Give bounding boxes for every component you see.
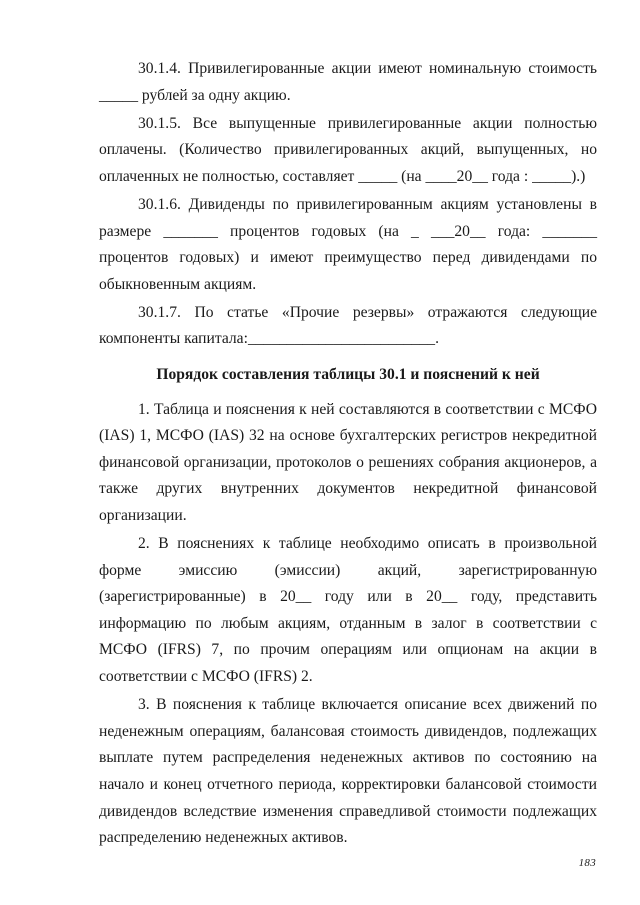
page-number: 183 — [578, 857, 596, 869]
section-heading: Порядок составления таблицы 30.1 и пояснений к ней — [156, 366, 540, 384]
note-1: 1. Таблица и пояснения к ней составляются в соответствии с МСФО (IAS) 1, МСФО (IAS) 32 на основе бухгалтерских регистров некредитной финансовой организации, протоколов о решениях собрания акционеров, а также других внутренних документов некредитной финансовой организации. — [99, 400, 597, 524]
note-3: 3. В пояснения к таблице включается описание всех движений по неденежным операциям, балансовая стоимость дивидендов, подлежащих выплате путем распределения неденежных активов по состоянию на начало и конец отчетного периода, корректировки балансовой стоимости дивидендов вследствие изменения справедливой стоимости подлежащих распределению неденежных активов. — [99, 696, 597, 847]
paragraph-30-1-4: 30.1.4. Привилегированные акции имеют номинальную стоимость _____ рублей за одну акцию. — [99, 60, 597, 104]
paragraph-30-1-7: 30.1.7. По статье «Прочие резервы» отражаются следующие компоненты капитала:________________________. — [99, 303, 597, 348]
paragraph-30-1-6: 30.1.6. Дивиденды по привилегированным акциям установлены в размере _______ процентов годовых (на _ ___20__ года: _______ процентов годовых) и имеют преимущество перед дивидендами по обыкновенным акциям. — [99, 195, 597, 293]
page-content — [99, 56, 597, 853]
note-2: 2. В пояснениях к таблице необходимо описать в произвольной форме эмиссию (эмиссии) акций, зарегистрированную (зарегистрированные) в 20__ году или в 20__ году, представить информацию по любым акциям, отданным в залог в соответствии с МСФО (IFRS) 7, по прочим операциям или опционам на акции в соответствии с МСФО (IFRS) 2. — [99, 535, 597, 686]
paragraph-30-1-5: 30.1.5. Все выпущенные привилегированные акции полностью оплачены. (Количество привилегированных акций, выпущенных, но оплаченных не полностью, составляет _____ (на ____20__ года : _____).) — [99, 114, 597, 185]
